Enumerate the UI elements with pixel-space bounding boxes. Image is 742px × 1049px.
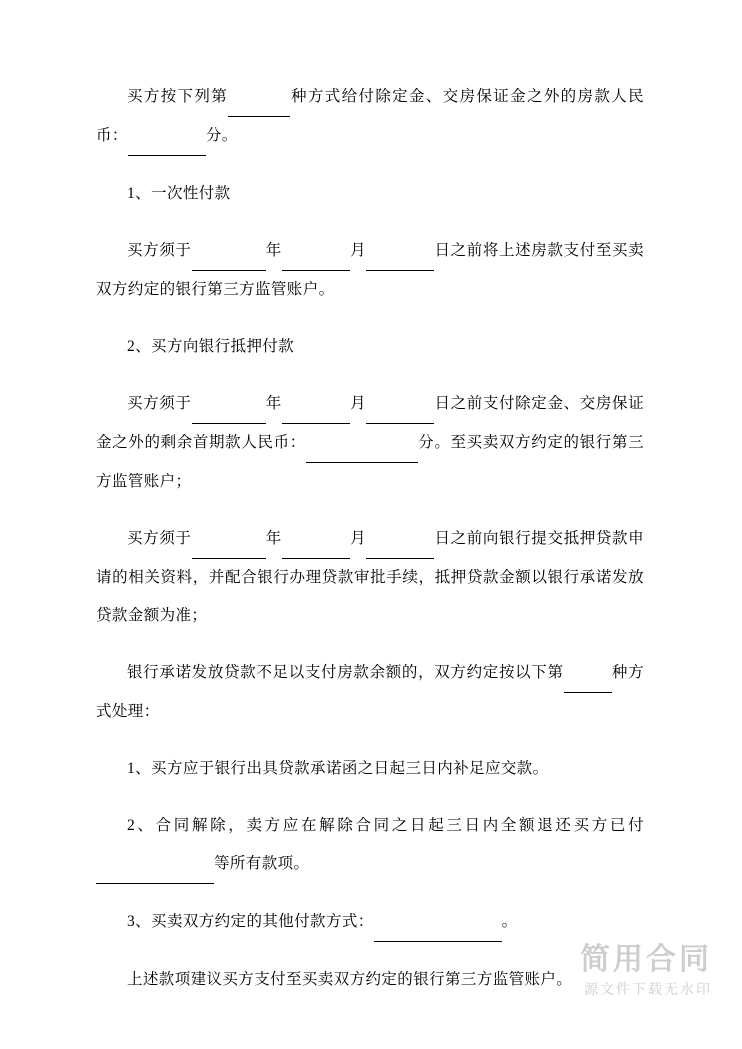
fill-in-blank[interactable] — [228, 78, 290, 117]
text-run: 2、合同解除，卖方应在解除合同之日起三日内全额退还买方已付 — [127, 817, 644, 834]
paragraph-spacer — [96, 501, 644, 520]
text-run: 银行承诺发放贷款不足以支付房款余额的，双方约定按以下第 — [127, 664, 564, 681]
text-run: 分。至买卖双方约定的银行第三方监管账户； — [96, 434, 644, 490]
fill-in-blank[interactable] — [366, 232, 434, 271]
paragraph-spacer — [96, 156, 644, 175]
watermark-subtitle: 源文件下载无水印 — [584, 981, 712, 997]
text-run: 1、买方应于银行出具贷款承诺函之日起三日内补足应交款。 — [127, 760, 549, 777]
fill-in-blank[interactable] — [96, 845, 214, 884]
paragraph — [96, 520, 644, 635]
text-run: 1、一次性付款 — [127, 185, 231, 202]
paragraph-spacer — [96, 309, 644, 328]
text-run: 等所有款项。 — [214, 855, 310, 872]
fill-in-blank[interactable] — [282, 520, 350, 559]
text-run: 。 — [501, 913, 518, 930]
text-run: 上述款项建议买方支付至买卖双方约定的银行第三方监管账户。 — [127, 971, 573, 988]
paragraph — [96, 328, 644, 366]
fill-in-blank[interactable] — [306, 424, 418, 463]
fill-in-blank[interactable] — [374, 903, 502, 942]
fill-in-blank[interactable] — [128, 117, 206, 156]
text-run: 日之前支付除定金、交房保证金之外的剩余首期款人民币： — [96, 395, 645, 451]
fill-in-blank[interactable] — [282, 232, 350, 271]
paragraph — [96, 903, 644, 942]
paragraph — [96, 961, 644, 999]
paragraph-spacer — [96, 366, 644, 385]
text-run: 买方须于 — [127, 530, 192, 547]
document-body — [96, 78, 644, 999]
watermark — [580, 943, 712, 1001]
paragraph — [96, 78, 644, 156]
paragraph — [96, 385, 644, 501]
paragraph — [96, 807, 644, 884]
paragraph — [96, 175, 644, 213]
text-run: 月 — [349, 530, 367, 547]
paragraph — [96, 750, 644, 788]
fill-in-blank[interactable] — [366, 520, 434, 559]
paragraph-spacer — [96, 635, 644, 654]
paragraph-spacer — [96, 884, 644, 903]
text-run: 买方须于 — [127, 242, 192, 259]
paragraph-spacer — [96, 731, 644, 750]
paragraph-spacer — [96, 788, 644, 807]
text-run: 日之前将上述房款支付至买卖双方约定的银行第三方监管账户。 — [96, 242, 645, 298]
paragraph — [96, 232, 644, 309]
paragraph — [96, 654, 644, 731]
text-run: 月 — [349, 242, 367, 259]
paragraph-spacer — [96, 213, 644, 232]
text-run: 买方须于 — [127, 395, 192, 412]
watermark-title: 简用合同 — [580, 943, 712, 976]
text-run: 买方按下列第 — [127, 88, 229, 105]
text-run: 2、买方向银行抵押付款 — [127, 338, 295, 355]
text-run: 3、买卖双方约定的其他付款方式： — [127, 913, 374, 930]
text-run: 年 — [265, 530, 282, 547]
text-run: 年 — [265, 242, 282, 259]
paragraph-spacer — [96, 942, 644, 961]
text-run: 种方式处理： — [96, 664, 644, 720]
text-run: 日之前向银行提交抵押贷款申请的相关资料，并配合银行办理贷款审批手续，抵押贷款金额以银行承诺发放贷款金额为准； — [96, 530, 645, 624]
fill-in-blank[interactable] — [564, 654, 612, 693]
fill-in-blank[interactable] — [282, 385, 350, 424]
text-run: 月 — [349, 395, 367, 412]
text-run: 分。 — [205, 127, 238, 144]
fill-in-blank[interactable] — [192, 520, 266, 559]
text-run: 种方式给付除定金、交房保证金之外的房款人民币： — [96, 88, 644, 144]
fill-in-blank[interactable] — [192, 385, 266, 424]
fill-in-blank[interactable] — [192, 232, 266, 271]
fill-in-blank[interactable] — [366, 385, 434, 424]
text-run: 年 — [265, 395, 282, 412]
paragraph-list — [96, 78, 644, 999]
